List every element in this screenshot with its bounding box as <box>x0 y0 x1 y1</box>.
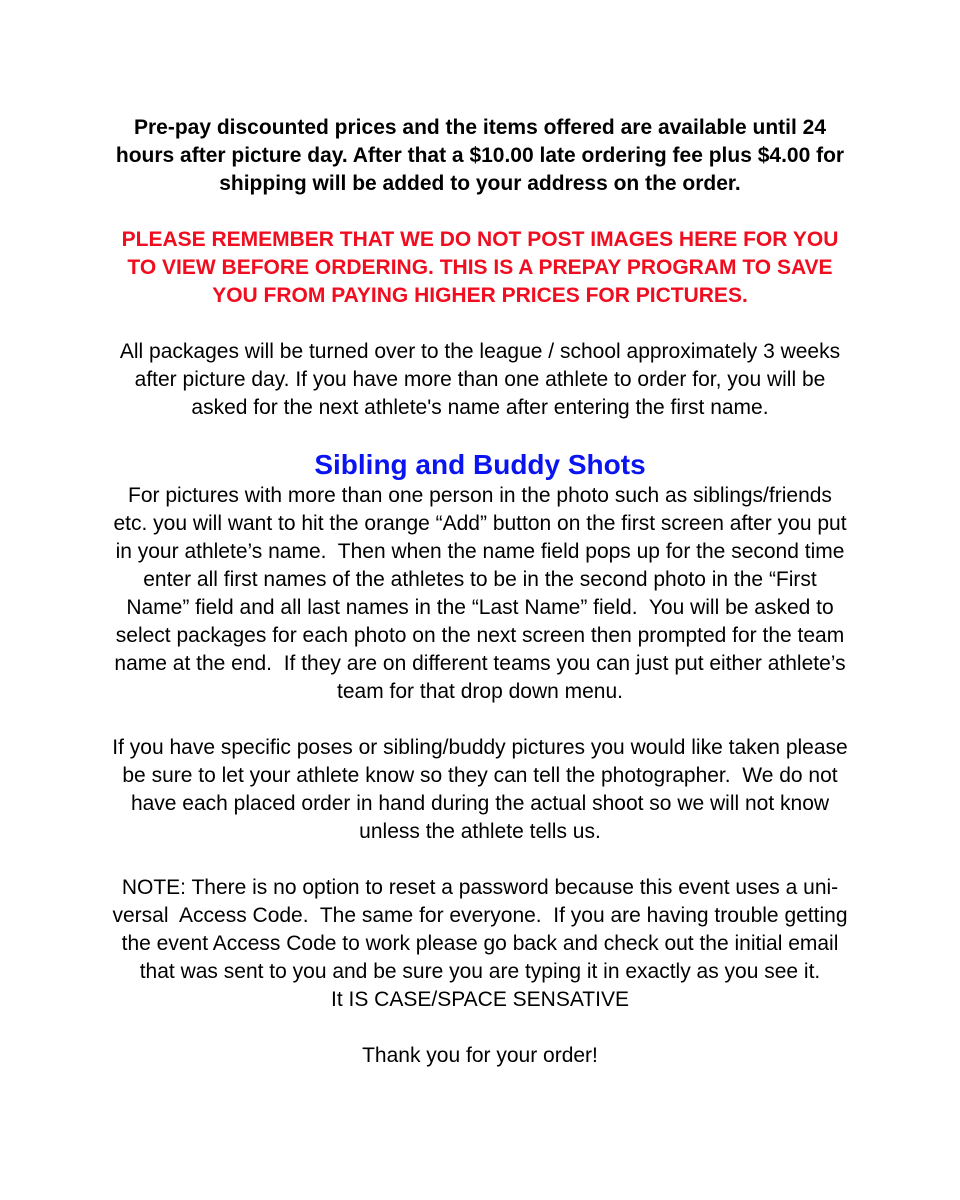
text-line: Pre-pay discounted prices and the items offered are available until 24 <box>133 116 827 139</box>
text-line: YOU FROM PAYING HIGHER PRICES FOR PICTURES. <box>212 284 748 307</box>
warning-paragraph <box>0 226 960 310</box>
text-line: It IS CASE/SPACE SENSATIVE <box>331 988 629 1011</box>
document-body <box>0 114 960 1098</box>
text-line: enter all first names of the athletes to be in the second photo in the “First <box>143 568 817 591</box>
poses-paragraph <box>0 734 960 846</box>
text-line: NOTE: There is no option to reset a password because this event uses a uni- <box>121 876 839 899</box>
text-line: team for that drop down menu. <box>337 680 623 703</box>
text-line: Name” field and all last names in the “Last Name” field. You will be asked to <box>126 596 834 619</box>
intro-paragraph <box>0 114 960 198</box>
text-line: asked for the next athlete's name after entering the first name. <box>191 396 769 419</box>
text-line: PLEASE REMEMBER THAT WE DO NOT POST IMAGES HERE FOR YOU <box>121 228 839 251</box>
text-line: have each placed order in hand during the actual shoot so we will not know <box>130 792 830 815</box>
text-line: TO VIEW BEFORE ORDERING. THIS IS A PREPAY PROGRAM TO SAVE <box>127 256 833 279</box>
text-line: select packages for each photo on the next screen then prompted for the team <box>115 624 845 647</box>
text-line: hours after picture day. After that a $10.00 late ordering fee plus $4.00 for <box>115 144 845 167</box>
text-line: after picture day. If you have more than one athlete to order for, you will be <box>134 368 826 391</box>
text-line: For pictures with more than one person in the photo such as siblings/friends <box>128 484 832 507</box>
note-paragraph <box>0 874 960 1014</box>
text-line: unless the athlete tells us. <box>359 820 601 843</box>
packages-paragraph <box>0 338 960 422</box>
text-line: in your athlete’s name. Then when the name field pops up for the second time <box>115 540 845 563</box>
text-line: name at the end. If they are on different teams you can just put either athlete’s <box>114 652 846 675</box>
text-line: be sure to let your athlete know so they can tell the photographer. We do not <box>122 764 838 787</box>
text-line: etc. you will want to hit the orange “Add” button on the first screen after you put <box>113 512 847 535</box>
text-line: Thank you for your order! <box>362 1044 598 1067</box>
text-line: that was sent to you and be sure you are typing it in exactly as you see it. <box>139 960 821 983</box>
text-line: versal Access Code. The same for everyone. If you are having trouble getting <box>112 904 848 927</box>
thanks-text <box>0 1042 960 1070</box>
text-line: If you have specific poses or sibling/buddy pictures you would like taken please <box>112 736 848 759</box>
text-line: the event Access Code to work please go back and check out the initial email <box>121 932 839 955</box>
sibling-paragraph <box>0 482 960 706</box>
sibling-heading: Sibling and Buddy Shots <box>314 449 646 480</box>
text-line: shipping will be added to your address on the order. <box>219 172 741 195</box>
text-line: All packages will be turned over to the league / school approximately 3 weeks <box>119 340 841 363</box>
